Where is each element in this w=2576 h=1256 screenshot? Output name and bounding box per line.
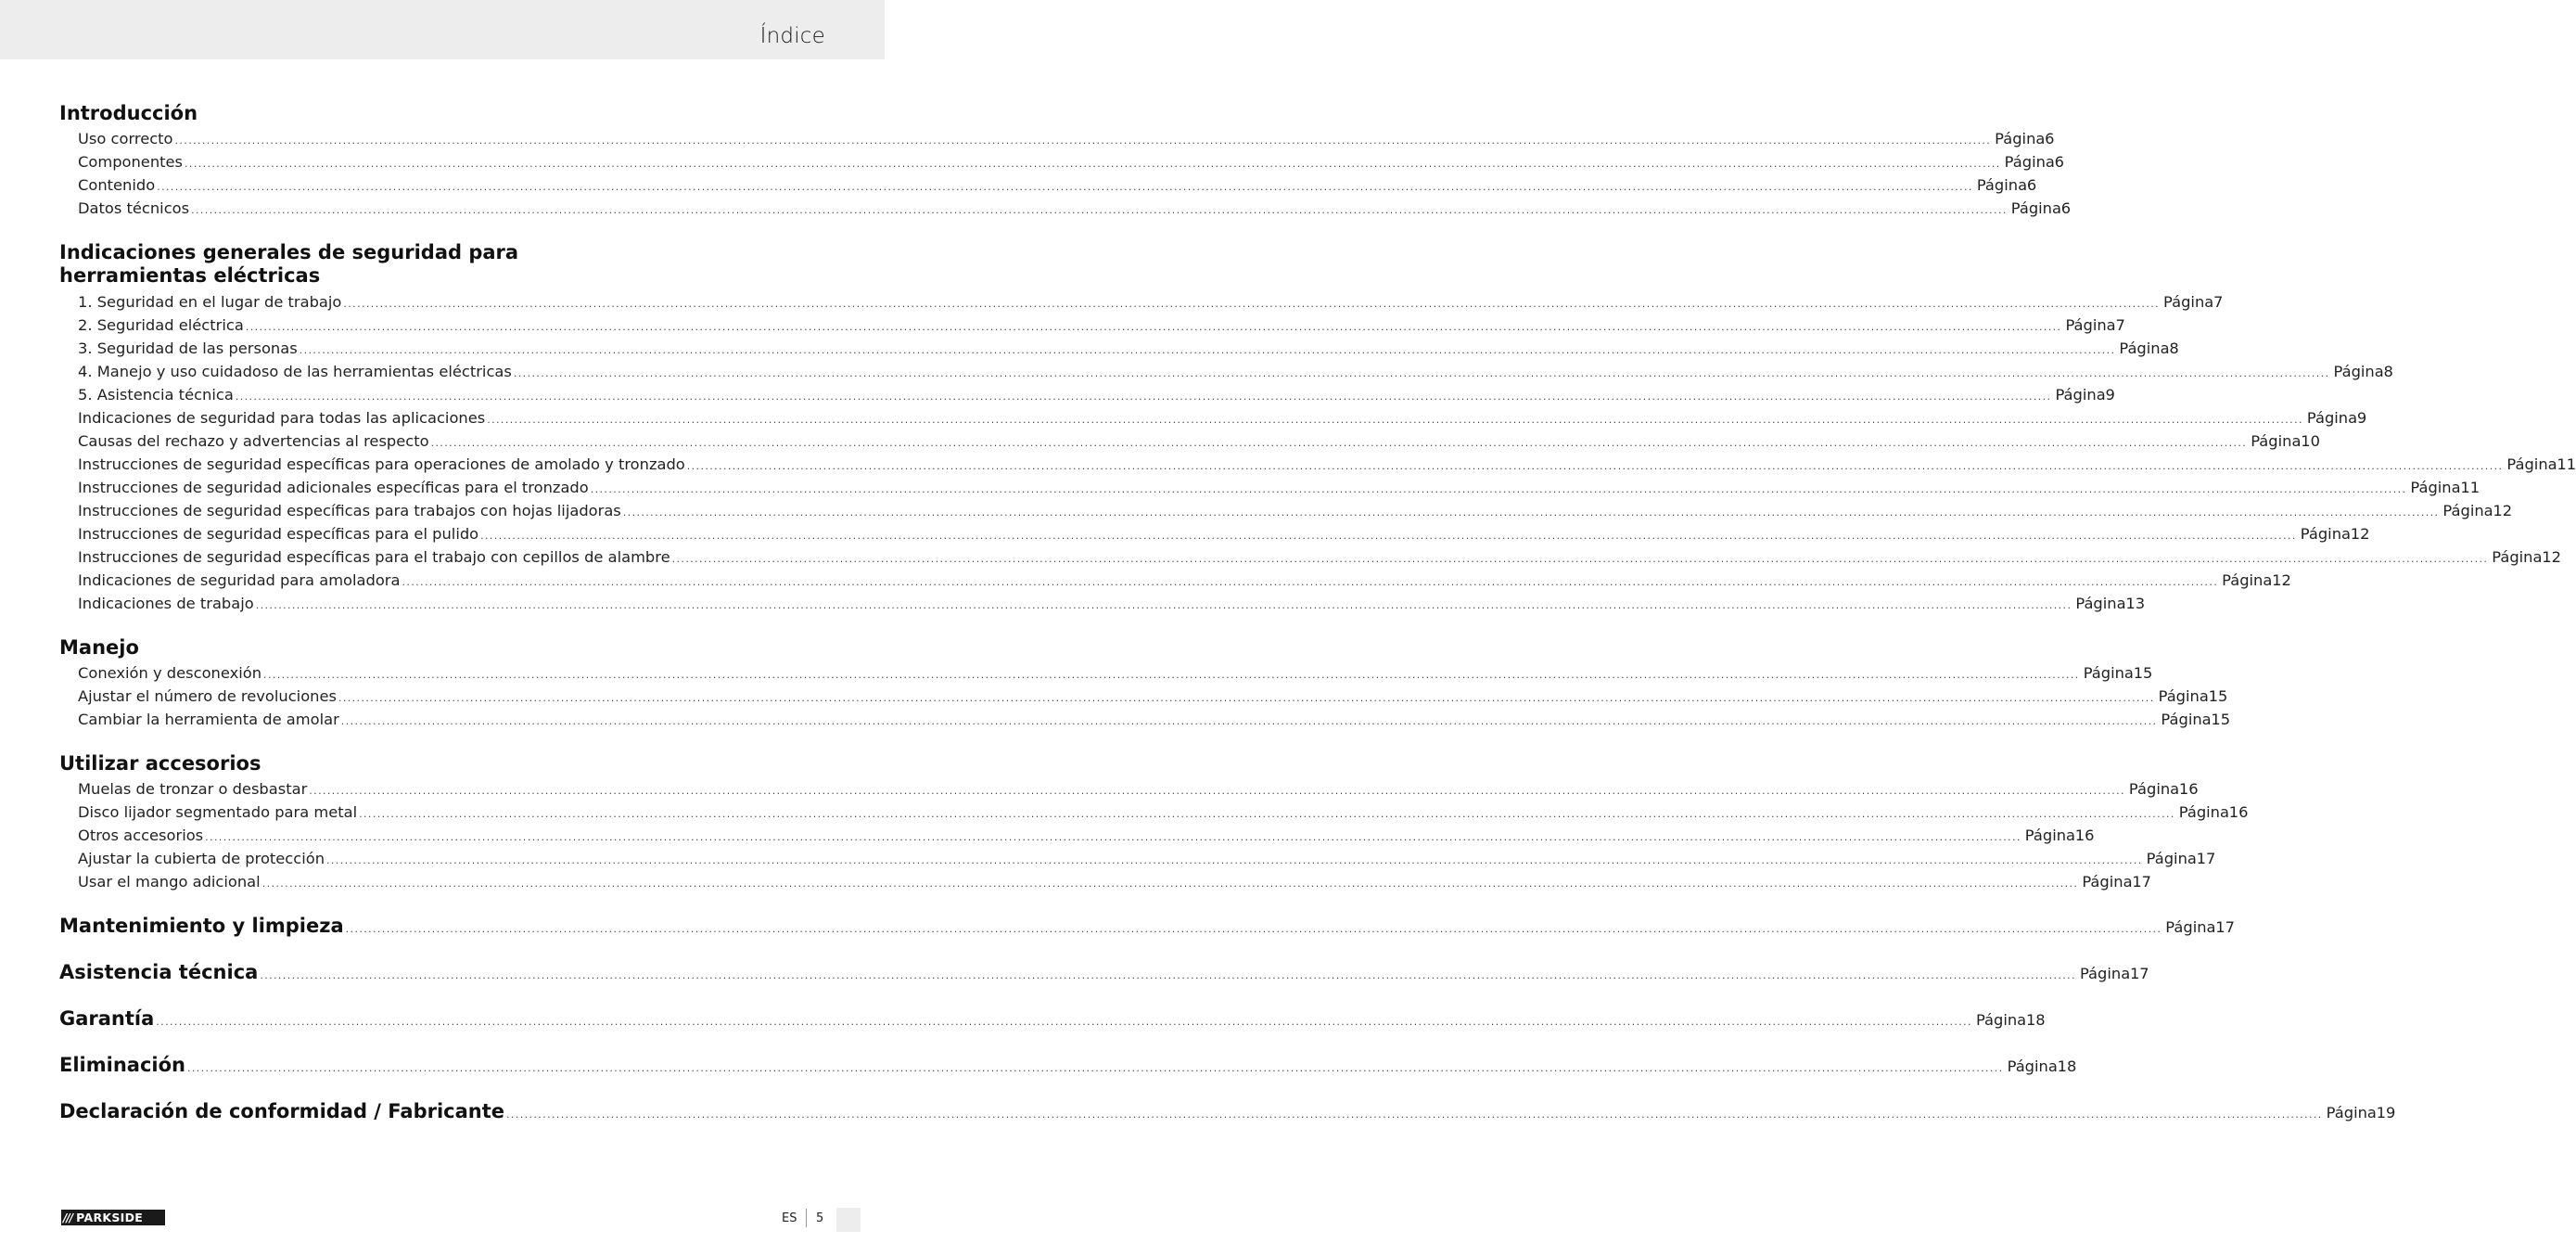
- footer-page-number: 5: [816, 1211, 824, 1225]
- toc-entry-label: Contenido: [78, 176, 156, 194]
- dot-leader: ................................................................................................................................................................................................................................................................................................................................................................................................................: [156, 1016, 1972, 1028]
- dot-leader: ................................................................................................................................................................................................................................................................................................................................................................................................................: [255, 599, 2072, 611]
- page-word: Página: [2222, 571, 2273, 589]
- toc-entry-label: Indicaciones de seguridad para todas las aplicaciones: [78, 409, 486, 427]
- toc-entry-label: 2. Seguridad eléctrica: [78, 316, 244, 334]
- toc-entry-label: Cambiar la herramienta de amolar: [78, 711, 339, 728]
- section-title-indicaciones-line1: Indicaciones generales de seguridad para: [59, 241, 519, 263]
- toc-entry-label: Ajustar el número de revoluciones: [78, 687, 337, 705]
- page-number: 6: [2054, 153, 2065, 171]
- toc-entry[interactable]: [78, 569, 2291, 592]
- toc-major-label: Declaración de conformidad / Fabricante: [59, 1100, 505, 1122]
- page-number: 18: [2057, 1057, 2077, 1075]
- dot-leader: ................................................................................................................................................................................................................................................................................................................................................................................................................: [590, 483, 2407, 495]
- toc-entry-label: Instrucciones de seguridad específicas para operaciones de amolado y tronzado: [78, 455, 685, 473]
- toc-entry[interactable]: [78, 383, 2115, 406]
- toc-entry-label: Otros accesorios: [78, 827, 204, 844]
- page-word: Página: [2506, 455, 2557, 473]
- page-number: 16: [2228, 803, 2249, 821]
- page-word: Página: [2326, 1104, 2377, 1121]
- toc-major-label: Garantía: [59, 1007, 155, 1030]
- dot-leader: ................................................................................................................................................................................................................................................................................................................................................................................................................: [185, 158, 2001, 170]
- page-number: 12: [2542, 548, 2561, 566]
- dot-leader: ................................................................................................................................................................................................................................................................................................................................................................................................................: [245, 321, 2062, 333]
- page-number: 7: [2115, 316, 2125, 334]
- page-word: Página: [2410, 479, 2461, 496]
- dot-leader: ................................................................................................................................................................................................................................................................................................................................................................................................................: [343, 298, 2161, 310]
- toc-entry[interactable]: [78, 360, 2393, 383]
- dot-leader: ................................................................................................................................................................................................................................................................................................................................................................................................................: [191, 204, 2008, 216]
- dot-leader: ................................................................................................................................................................................................................................................................................................................................................................................................................: [205, 831, 2021, 843]
- page-number: 18: [2025, 1011, 2046, 1029]
- toc-entry-label: 5. Asistencia técnica: [78, 386, 234, 404]
- dot-leader: ................................................................................................................................................................................................................................................................................................................................................................................................................: [338, 692, 2155, 704]
- toc-entry[interactable]: [78, 290, 2224, 314]
- dot-leader: ................................................................................................................................................................................................................................................................................................................................................................................................................: [260, 969, 2076, 981]
- page-number: 12: [2493, 502, 2513, 519]
- toc-entry-label: Usar el mango adicional: [78, 873, 261, 891]
- page-word: Página: [2119, 340, 2170, 357]
- page-number: 6: [2045, 130, 2055, 147]
- toc-entry[interactable]: [78, 661, 2153, 685]
- page-word: Página: [2492, 548, 2543, 566]
- page-word: Página: [2065, 316, 2116, 334]
- page-number: 8: [2169, 340, 2179, 357]
- dot-leader: ................................................................................................................................................................................................................................................................................................................................................................................................................: [622, 506, 2440, 519]
- dot-leader: ................................................................................................................................................................................................................................................................................................................................................................................................................: [326, 854, 2143, 866]
- page-number: 13: [2125, 595, 2146, 612]
- toc-major-label: Eliminación: [59, 1054, 185, 1076]
- parkside-logo: [61, 1210, 165, 1225]
- toc-major-entry[interactable]: [59, 961, 2149, 984]
- toc-entry[interactable]: [78, 127, 2055, 150]
- header-band: [0, 0, 885, 59]
- page-number: 17: [2129, 965, 2149, 982]
- logo-stripes-icon: ///: [63, 1211, 73, 1224]
- dot-leader: ................................................................................................................................................................................................................................................................................................................................................................................................................: [686, 460, 2504, 472]
- toc-major-label: Asistencia técnica: [59, 961, 259, 983]
- page-number: 17: [2215, 918, 2236, 936]
- toc-entry-label: 3. Seguridad de las personas: [78, 340, 298, 357]
- dot-leader: ................................................................................................................................................................................................................................................................................................................................................................................................................: [263, 669, 2080, 681]
- toc-entry[interactable]: [78, 150, 2065, 173]
- page-word: Página: [1976, 176, 2028, 194]
- toc-entry[interactable]: [78, 708, 2231, 731]
- dot-leader: ................................................................................................................................................................................................................................................................................................................................................................................................................: [480, 530, 2297, 542]
- section-title-introduccion: Introducción: [59, 102, 198, 124]
- page-word: Página: [2082, 873, 2133, 891]
- page-word: Página: [2158, 687, 2209, 705]
- dot-leader: ................................................................................................................................................................................................................................................................................................................................................................................................................: [506, 1109, 2323, 1121]
- toc-entry-label: Muelas de tronzar o desbastar: [78, 780, 308, 798]
- page-word: Página: [2075, 595, 2126, 612]
- page-number: 11: [2460, 479, 2480, 496]
- dot-leader: ................................................................................................................................................................................................................................................................................................................................................................................................................: [671, 553, 2489, 565]
- page-word: Página: [2300, 525, 2351, 543]
- page-word: Página: [2306, 409, 2358, 427]
- page-word: Página: [2161, 711, 2212, 728]
- page-number: 16: [2074, 827, 2095, 844]
- dot-leader: ................................................................................................................................................................................................................................................................................................................................................................................................................: [174, 135, 1992, 147]
- toc-entry[interactable]: [78, 801, 2249, 824]
- dot-leader: ................................................................................................................................................................................................................................................................................................................................................................................................................: [340, 715, 2158, 727]
- toc-entry[interactable]: [78, 197, 2072, 220]
- page-word: Página: [2178, 803, 2229, 821]
- toc-entry[interactable]: [78, 406, 2367, 429]
- page-number: 8: [2383, 363, 2393, 380]
- page-word: Página: [2010, 199, 2061, 217]
- page-word: Página: [2251, 432, 2302, 450]
- toc-entry[interactable]: [78, 824, 2095, 847]
- dot-leader: ................................................................................................................................................................................................................................................................................................................................................................................................................: [402, 576, 2219, 588]
- toc-entry[interactable]: [78, 499, 2513, 522]
- logo-brand-text: PARKSIDE: [76, 1211, 144, 1224]
- toc-major-entry[interactable]: [59, 1100, 2396, 1123]
- page-number: 6: [2060, 199, 2072, 217]
- page-number: 15: [2133, 664, 2153, 682]
- page-word: Página: [2055, 386, 2106, 404]
- footer-language: ES: [782, 1211, 797, 1225]
- page-word: Página: [2007, 1057, 2058, 1075]
- page-word: Página: [2333, 363, 2384, 380]
- dot-leader: ................................................................................................................................................................................................................................................................................................................................................................................................................: [299, 344, 2116, 356]
- dot-leader: ................................................................................................................................................................................................................................................................................................................................................................................................................: [309, 785, 2125, 797]
- toc-entry-label: Causas del rechazo y advertencias al respecto: [78, 432, 429, 450]
- page-word: Página: [1975, 1011, 2027, 1029]
- toc-entry-label: 4. Manejo y uso cuidadoso de las herramientas eléctricas: [78, 363, 512, 380]
- toc-entry-label: Instrucciones de seguridad adicionales específicas para el tronzado: [78, 479, 589, 496]
- toc-entry[interactable]: [78, 453, 2576, 476]
- page-word: Página: [2163, 293, 2214, 311]
- page-word: Página: [2083, 664, 2134, 682]
- dot-leader: ................................................................................................................................................................................................................................................................................................................................................................................................................: [359, 808, 2175, 820]
- dot-leader: ................................................................................................................................................................................................................................................................................................................................................................................................................: [261, 878, 2079, 890]
- page-word: Página: [2146, 850, 2197, 867]
- page-title: Índice: [759, 24, 825, 48]
- dot-leader: ................................................................................................................................................................................................................................................................................................................................................................................................................: [513, 367, 2330, 379]
- dot-leader: ................................................................................................................................................................................................................................................................................................................................................................................................................: [235, 391, 2052, 403]
- toc-major-entry[interactable]: [59, 915, 2236, 938]
- footer-divider: [806, 1209, 807, 1227]
- page-word: Página: [2128, 780, 2180, 798]
- page-word: Página: [2442, 502, 2493, 519]
- page-number: 10: [2301, 432, 2320, 450]
- page-number: 15: [2208, 687, 2228, 705]
- section-title-manejo: Manejo: [59, 636, 139, 659]
- toc-entry-label: Indicaciones de seguridad para amoladora: [78, 571, 401, 589]
- toc-entry-label: Componentes: [78, 153, 184, 171]
- page-word: Página: [1995, 130, 2046, 147]
- toc-entry-label: Conexión y desconexión: [78, 664, 262, 682]
- toc-entry-label: Instrucciones de seguridad específicas para el trabajo con cepillos de alambre: [78, 548, 670, 566]
- toc-entry[interactable]: [78, 545, 2561, 569]
- page-number: 11: [2557, 455, 2576, 473]
- toc-entry-label: Disco lijador segmentado para metal: [78, 803, 358, 821]
- toc-entry[interactable]: [78, 592, 2146, 615]
- dot-leader: ................................................................................................................................................................................................................................................................................................................................................................................................................: [430, 437, 2248, 449]
- page-number: 12: [2350, 525, 2370, 543]
- dot-leader: ................................................................................................................................................................................................................................................................................................................................................................................................................: [157, 181, 1973, 193]
- page-number: 6: [2026, 176, 2037, 194]
- toc-entry-label: Instrucciones de seguridad específicas para el pulido: [78, 525, 479, 543]
- page-word: Página: [2024, 827, 2076, 844]
- section-title-accesorios: Utilizar accesorios: [59, 752, 261, 775]
- toc-entry[interactable]: [78, 522, 2370, 545]
- toc-entry-label: Datos técnicos: [78, 199, 190, 217]
- toc-entry[interactable]: [78, 685, 2228, 708]
- dot-leader: ................................................................................................................................................................................................................................................................................................................................................................................................................: [487, 414, 2303, 426]
- toc-entry[interactable]: [78, 429, 2320, 453]
- page-number: 17: [2132, 873, 2152, 891]
- page-number: 19: [2376, 1104, 2396, 1121]
- page-word: Página: [2004, 153, 2055, 171]
- toc-entry[interactable]: [78, 847, 2216, 870]
- toc-entry[interactable]: [78, 314, 2125, 337]
- toc-entry[interactable]: [78, 476, 2480, 499]
- dot-leader: ................................................................................................................................................................................................................................................................................................................................................................................................................: [186, 1062, 2004, 1074]
- page-word: Página: [2165, 918, 2216, 936]
- page-number: 12: [2272, 571, 2291, 589]
- toc-major-entry[interactable]: [59, 1007, 2046, 1031]
- page-number: 16: [2178, 780, 2199, 798]
- page-number: 15: [2211, 711, 2231, 728]
- page-word: Página: [2079, 965, 2131, 982]
- toc-entry-label: Uso correcto: [78, 130, 173, 147]
- toc-entry-label: Indicaciones de trabajo: [78, 595, 254, 612]
- section-title-indicaciones-line2: herramientas eléctricas: [59, 264, 321, 287]
- toc-entry-label: Instrucciones de seguridad específicas para trabajos con hojas lijadoras: [78, 502, 621, 519]
- dot-leader: ................................................................................................................................................................................................................................................................................................................................................................................................................: [345, 923, 2162, 935]
- toc-major-label: Mantenimiento y limpieza: [59, 915, 344, 937]
- footer-tab-marker: [836, 1208, 861, 1232]
- toc-entry[interactable]: [78, 337, 2179, 360]
- toc-entry-label: Ajustar la cubierta de protección: [78, 850, 325, 867]
- toc-entry-label: 1. Seguridad en el lugar de trabajo: [78, 293, 342, 311]
- toc-major-entry[interactable]: [59, 1054, 2077, 1077]
- page-number: 9: [2105, 386, 2115, 404]
- toc-entry[interactable]: [78, 870, 2152, 893]
- page-number: 17: [2196, 850, 2216, 867]
- page-number: 9: [2356, 409, 2367, 427]
- toc-entry[interactable]: [78, 173, 2037, 197]
- page-number: 7: [2213, 293, 2224, 311]
- toc-entry[interactable]: [78, 777, 2199, 801]
